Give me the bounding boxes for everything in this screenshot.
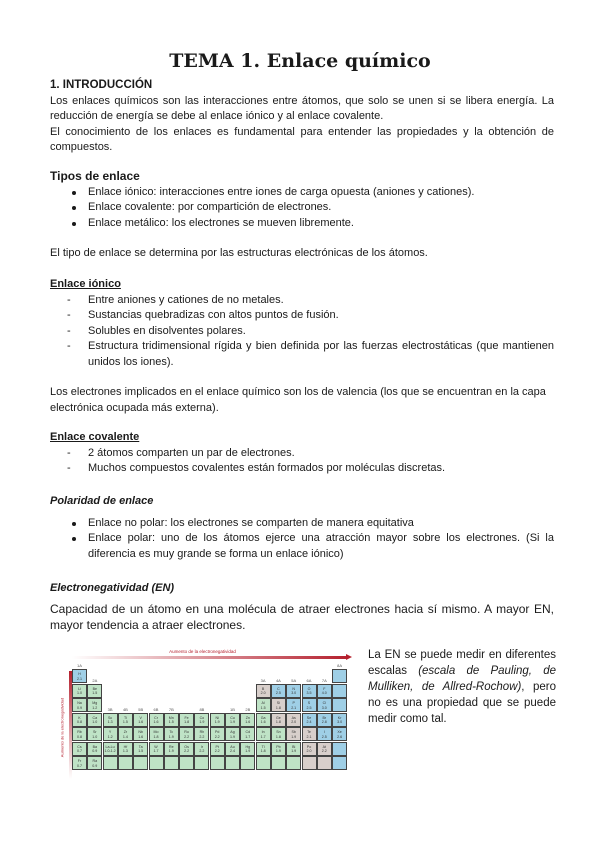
en-side-text-b: , pero no es una propiedad que se puede medir como tal. xyxy=(368,681,556,725)
element-cell-blank xyxy=(149,756,164,770)
element-en-value: 2.4 xyxy=(230,749,235,753)
element-cell-blank xyxy=(332,756,347,770)
element-en-value: 1.0 xyxy=(77,691,82,695)
element-symbol: Sb xyxy=(291,730,296,734)
element-cell xyxy=(332,713,347,727)
element-en-value: 1.5 xyxy=(260,705,266,710)
element-symbol: Kr xyxy=(337,715,342,720)
element-symbol: Tc xyxy=(169,730,174,734)
element-cell xyxy=(256,742,271,756)
element-en-value: 1.0-1.2 xyxy=(104,749,116,753)
element-cell xyxy=(72,742,87,756)
element-en-value: 0.9 xyxy=(77,705,82,710)
element-en-value: 2.2 xyxy=(184,749,190,753)
element-cell xyxy=(332,727,347,741)
element-symbol: Hg xyxy=(245,744,251,749)
element-cell xyxy=(194,713,209,727)
tipos-heading: Tipos de enlace xyxy=(50,169,140,183)
element-cell xyxy=(256,727,271,741)
element-cell-blank xyxy=(271,756,286,770)
element-symbol: Fe xyxy=(184,715,189,720)
element-symbol: Te xyxy=(307,730,311,734)
polaridad-section xyxy=(50,494,554,562)
element-symbol: Hf xyxy=(123,744,128,749)
group-label: 8A xyxy=(337,663,343,668)
group-label: 5B xyxy=(138,706,144,712)
element-symbol: At xyxy=(322,744,326,749)
element-symbol: K xyxy=(78,715,81,720)
element-symbol: In xyxy=(261,730,265,734)
list-item: - Solubles en disolventes polares. xyxy=(50,324,554,340)
element-en-value: 1.5 xyxy=(138,749,144,753)
element-cell-blank xyxy=(332,669,347,683)
group-label: 1B xyxy=(230,706,235,712)
element-en-value: 2.2 xyxy=(199,749,205,753)
element-symbol: H xyxy=(78,672,81,676)
element-cell xyxy=(225,742,240,756)
element-cell xyxy=(317,698,332,712)
element-symbol: Ba xyxy=(92,744,97,749)
element-cell xyxy=(256,713,271,727)
element-cell xyxy=(286,698,301,712)
element-en-value: 3.0 xyxy=(321,705,327,710)
en-heading: Electronegatividad (EN) xyxy=(50,582,175,594)
element-en-value: 1.8 xyxy=(184,720,190,724)
element-cell xyxy=(179,713,194,727)
element-en-value: 1.0 xyxy=(92,734,98,739)
element-cell xyxy=(256,684,271,698)
element-en-value: 1.9 xyxy=(230,734,235,739)
element-cell xyxy=(194,727,209,741)
element-en-value: 2.8 xyxy=(321,720,327,724)
group-label: 5A xyxy=(291,677,297,683)
group-label: 6B xyxy=(153,706,159,712)
en-side-note xyxy=(368,647,556,727)
element-en-value: 2.0 xyxy=(291,720,297,724)
element-cell-blank xyxy=(286,756,301,770)
group-label: 3A xyxy=(260,677,266,683)
element-en-value: 1.5 xyxy=(122,720,128,724)
element-cell xyxy=(317,742,332,756)
arrow-label-horizontal: Aumento de la electronegatividad xyxy=(169,649,236,654)
element-symbol: Pd xyxy=(214,730,220,734)
list-item: - Muchos compuestos covalentes están formados por moléculas discretas. xyxy=(50,461,554,477)
group-label: 7B xyxy=(168,706,174,712)
tipos-note: El tipo de enlace se determina por las estructuras electrónicas de los átomos. xyxy=(50,247,428,259)
element-en-value: 1.3 xyxy=(122,749,128,753)
element-symbol: Xe xyxy=(337,730,342,734)
element-symbol: I xyxy=(323,730,325,734)
element-symbol: Tl xyxy=(261,744,265,749)
element-cell-blank xyxy=(256,756,271,770)
element-en-value: 1.6 xyxy=(138,720,144,724)
element-cell-blank xyxy=(332,684,347,698)
element-cell xyxy=(87,742,102,756)
element-symbol: Bi xyxy=(292,744,296,749)
element-cell xyxy=(286,713,301,727)
ionico-note: Los electrones implicados en el enlace químico son los de valencia (los que se encuentran en la capa electrónica ocupada más externa). xyxy=(50,386,546,414)
element-symbol: Si xyxy=(276,701,280,705)
element-en-value: 2.2 xyxy=(214,734,220,739)
element-cell xyxy=(240,727,255,741)
element-cell xyxy=(240,713,255,727)
element-cell xyxy=(164,727,179,741)
element-en-value: 1.5 xyxy=(168,720,174,724)
element-cell xyxy=(256,698,271,712)
element-en-value: 3.0 xyxy=(337,720,343,724)
element-symbol: Fr xyxy=(77,759,82,763)
element-en-value: 1.5 xyxy=(92,691,98,695)
element-symbol: Al xyxy=(261,701,265,705)
element-cell xyxy=(87,713,102,727)
element-en-value: 3.5 xyxy=(306,691,312,695)
element-symbol: P xyxy=(292,701,295,705)
element-cell xyxy=(103,742,118,756)
element-en-value: 0.9 xyxy=(92,749,98,753)
element-symbol: As xyxy=(291,715,296,720)
element-en-value: 1.0 xyxy=(92,720,98,724)
tipos-section xyxy=(50,169,554,262)
element-symbol: Cr xyxy=(154,715,158,720)
element-en-value: 1.4 xyxy=(122,734,128,739)
element-symbol: Be xyxy=(92,686,97,691)
element-cell-blank xyxy=(164,756,179,770)
ionico-heading: Enlace iónico xyxy=(50,278,121,290)
element-en-value: 2.2 xyxy=(199,734,205,739)
element-cell xyxy=(179,727,194,741)
element-en-value: 1.9 xyxy=(291,734,297,739)
element-cell xyxy=(271,684,286,698)
tipos-list xyxy=(50,185,554,232)
list-item: Enlace no polar: los electrones se comparten de manera equitativa xyxy=(50,516,554,532)
element-cell xyxy=(194,742,209,756)
element-cell xyxy=(103,727,118,741)
element-en-value: 2.2 xyxy=(321,749,327,753)
element-en-value: 1.3 xyxy=(107,720,113,724)
element-symbol: Rh xyxy=(199,730,205,734)
group-label: 4A xyxy=(275,677,281,683)
intro-paragraph-1: Los enlaces químicos son las interacciones entre átomos, que solo se unen si se libera energía. La reducción de energía se debe al enlace iónico y al enlace covalente. xyxy=(50,94,554,122)
element-cell xyxy=(271,742,286,756)
element-cell xyxy=(210,713,225,727)
element-en-value: 1.9 xyxy=(230,720,235,724)
element-symbol: Ir xyxy=(200,744,203,749)
element-en-value: 1.9 xyxy=(214,720,220,724)
element-cell xyxy=(302,727,317,741)
element-cell-blank xyxy=(317,756,332,770)
element-symbol: W xyxy=(154,744,158,749)
element-cell-blank xyxy=(332,742,347,756)
element-en-value: 1.9 xyxy=(168,749,174,753)
element-symbol: Mn xyxy=(168,715,174,720)
element-cell xyxy=(72,713,87,727)
element-en-value: 1.9 xyxy=(291,749,297,753)
list-item: - Estructura tridimensional rígida y bien definida por las fuerzas electrostáticas (que mantienen unidos los iones). xyxy=(50,339,554,370)
element-cell xyxy=(133,713,148,727)
element-cell xyxy=(103,713,118,727)
element-symbol: Ra xyxy=(92,759,98,763)
element-symbol: Ru xyxy=(184,730,189,734)
element-cell-blank xyxy=(133,756,148,770)
element-cell xyxy=(240,742,255,756)
en-paragraph: Capacidad de un átomo en una molécula de atraer electrones hacia sí mismo. A mayor EN, mayor tendencia a atraer electrones. xyxy=(50,601,554,632)
element-symbol: Pb xyxy=(276,744,281,749)
element-en-value: 1.6 xyxy=(138,734,144,739)
group-label: 2A xyxy=(92,677,98,683)
element-cell xyxy=(179,742,194,756)
element-en-value: 4.0 xyxy=(321,691,327,695)
element-symbol: Cd xyxy=(245,730,251,734)
element-symbol: Br xyxy=(322,715,327,720)
element-symbol: Cl xyxy=(322,701,326,705)
element-cell xyxy=(149,713,164,727)
covalente-heading: Enlace covalente xyxy=(50,431,140,443)
element-cell-blank xyxy=(210,756,225,770)
element-cell xyxy=(164,742,179,756)
group-label: 4B xyxy=(122,706,128,712)
element-en-value: 1.8 xyxy=(275,734,281,739)
polaridad-heading: Polaridad de enlace xyxy=(50,495,154,507)
polaridad-list xyxy=(50,516,554,563)
element-en-value: 2.5 xyxy=(321,734,327,739)
element-symbol: Cu xyxy=(230,715,235,720)
element-symbol: Nb xyxy=(138,730,143,734)
element-symbol: C xyxy=(277,686,280,691)
element-symbol: Re xyxy=(168,744,174,749)
element-en-value: 2.1 xyxy=(77,676,82,681)
element-en-value: 0.7 xyxy=(77,763,82,768)
element-cell xyxy=(87,727,102,741)
element-symbol: Rb xyxy=(77,730,82,734)
element-symbol: Ga xyxy=(260,715,266,720)
element-cell-blank xyxy=(240,756,255,770)
element-en-value: 2.4 xyxy=(306,720,312,724)
element-cell xyxy=(72,684,87,698)
covalente-section xyxy=(50,430,554,477)
element-en-value: 1.8 xyxy=(275,705,281,710)
element-cell-blank xyxy=(225,756,240,770)
element-en-value: 1.9 xyxy=(245,749,251,753)
element-cell-blank xyxy=(103,756,118,770)
element-symbol: Po xyxy=(306,744,312,749)
element-cell xyxy=(133,742,148,756)
arrow-head-icon xyxy=(346,654,352,660)
list-item: - 2 átomos comparten un par de electrones. xyxy=(50,446,554,462)
element-cell-blank xyxy=(194,756,209,770)
element-cell xyxy=(149,727,164,741)
element-cell xyxy=(164,713,179,727)
element-cell-blank xyxy=(332,698,347,712)
element-symbol: O xyxy=(307,686,311,691)
element-cell-blank xyxy=(118,756,133,770)
group-label: 7A xyxy=(321,677,327,683)
ionico-list xyxy=(50,293,554,371)
group-label: 1A xyxy=(77,663,82,668)
page-title: TEMA 1. Enlace químico xyxy=(169,50,431,72)
element-cell xyxy=(302,713,317,727)
horizontal-arrow xyxy=(72,656,348,659)
element-symbol: Cs xyxy=(77,744,82,749)
element-symbol: N xyxy=(292,686,295,691)
element-en-value: 1.7 xyxy=(260,734,266,739)
element-cell xyxy=(286,727,301,741)
element-symbol: Sc xyxy=(107,715,113,720)
element-en-value: 2.1 xyxy=(306,734,312,739)
en-section xyxy=(50,581,554,633)
element-symbol: Ni xyxy=(215,715,219,720)
element-cell-blank xyxy=(179,756,194,770)
element-cell xyxy=(286,684,301,698)
element-en-value: 1.9 xyxy=(168,734,174,739)
element-en-value: 1.6 xyxy=(245,720,251,724)
element-cell xyxy=(118,727,133,741)
element-en-value: 1.2 xyxy=(92,705,98,710)
element-en-value: 2.2 xyxy=(214,749,220,753)
element-symbol: Na xyxy=(77,701,82,705)
en-side-text-a: La EN se puede medir en diferentes escalas xyxy=(368,649,556,677)
element-cell-blank xyxy=(302,756,317,770)
element-cell xyxy=(149,742,164,756)
element-cell xyxy=(72,669,87,683)
list-item: Enlace metálico: los electrones se mueven libremente. xyxy=(50,216,554,232)
element-en-value: 2.1 xyxy=(291,705,297,710)
element-symbol: Se xyxy=(306,715,312,720)
element-symbol: Y xyxy=(108,730,112,734)
element-symbol: Li xyxy=(78,686,81,691)
element-symbol: B xyxy=(261,686,265,691)
element-cell xyxy=(317,684,332,698)
element-en-value: 0.8 xyxy=(77,734,82,739)
element-cell xyxy=(72,756,87,770)
intro-section xyxy=(50,78,554,156)
element-symbol: Zr xyxy=(123,730,128,734)
element-symbol: Zn xyxy=(245,715,250,720)
element-cell xyxy=(87,684,102,698)
intro-paragraph-2: El conocimiento de los enlaces es fundamental para entender las propiedades y la obtención de compuestos. xyxy=(50,125,554,153)
element-cell xyxy=(317,713,332,727)
element-en-value: 2.2 xyxy=(184,734,190,739)
element-symbol: Co xyxy=(199,715,205,720)
ionico-section xyxy=(50,277,554,416)
element-en-value: 0.8 xyxy=(77,720,82,724)
element-cell xyxy=(72,698,87,712)
element-en-value: 1.6 xyxy=(260,720,266,724)
group-label: 3B xyxy=(107,706,113,712)
element-en-value: 2.0 xyxy=(260,691,266,695)
element-cell xyxy=(87,698,102,712)
group-label: 2B xyxy=(245,706,251,712)
element-symbol: S xyxy=(307,701,311,705)
element-en-value: 2.0 xyxy=(306,749,312,753)
element-cell xyxy=(302,742,317,756)
list-item: - Sustancias quebradizas con altos puntos de fusión. xyxy=(50,308,554,324)
list-item: - Entre aniones y cationes de no metales. xyxy=(50,293,554,309)
element-cell xyxy=(317,727,332,741)
element-symbol: Pt xyxy=(215,744,219,749)
element-symbol: F xyxy=(323,686,326,691)
element-en-value: 0.9 xyxy=(92,763,98,768)
element-symbol: Sr xyxy=(93,730,97,734)
element-cell xyxy=(118,713,133,727)
element-en-value: 1.9 xyxy=(275,749,281,753)
element-en-value: 1.8 xyxy=(260,749,266,753)
element-en-value: 1.8 xyxy=(153,734,159,739)
element-cell xyxy=(118,742,133,756)
element-en-value: 2.5 xyxy=(275,691,281,695)
element-symbol: Ca xyxy=(92,715,98,720)
element-en-value: 1.9 xyxy=(199,720,205,724)
electronegativity-periodic-table xyxy=(50,645,355,779)
element-symbol: La-Lu xyxy=(105,744,115,749)
intro-heading: 1. INTRODUCCIÓN xyxy=(50,79,153,91)
en-side-scales: (escala de Pauling, de Mulliken, de Allred-Rochow) xyxy=(368,665,556,693)
element-cell xyxy=(72,727,87,741)
element-cell xyxy=(302,684,317,698)
element-en-value: 1.7 xyxy=(245,734,251,739)
element-cell xyxy=(225,713,240,727)
element-en-value: 0.7 xyxy=(77,749,82,753)
element-cell xyxy=(271,727,286,741)
element-symbol: Mg xyxy=(92,701,98,705)
element-symbol: Ag xyxy=(230,730,235,734)
element-en-value: 3.0 xyxy=(291,691,297,695)
list-item: Enlace iónico: interacciones entre iones de carga opuesta (aniones y cationes). xyxy=(50,185,554,201)
element-cell xyxy=(302,698,317,712)
element-cell xyxy=(210,727,225,741)
arrow-label-vertical: Aumento de la electronegatividad xyxy=(59,697,65,758)
element-cell xyxy=(225,727,240,741)
element-en-value: 2.5 xyxy=(306,705,312,710)
list-item: Enlace covalente: por compartición de electrones. xyxy=(50,200,554,216)
list-item: Enlace polar: uno de los átomos ejerce una atracción mayor sobre los electrones. (Si la diferencia es muy grande se forma un enlace iónico) xyxy=(50,531,554,562)
element-symbol: Sn xyxy=(276,730,281,734)
element-symbol: Ge xyxy=(275,715,281,720)
element-en-value: 1.2 xyxy=(107,734,113,739)
element-symbol: Mo xyxy=(153,730,159,734)
element-symbol: Au xyxy=(230,744,235,749)
element-cell xyxy=(271,698,286,712)
element-en-value: 2.6 xyxy=(337,734,343,739)
element-cell xyxy=(271,713,286,727)
element-en-value: 1.8 xyxy=(275,720,281,724)
element-cell xyxy=(286,742,301,756)
element-en-value: 1.6 xyxy=(153,720,159,724)
group-label: 6A xyxy=(306,677,312,683)
element-cell xyxy=(87,756,102,770)
element-symbol: Os xyxy=(184,744,189,749)
group-label: 8B xyxy=(199,706,205,712)
element-symbol: Ta xyxy=(138,744,143,749)
covalente-list xyxy=(50,446,554,477)
element-cell xyxy=(133,727,148,741)
element-symbol: V xyxy=(139,715,142,720)
element-cell xyxy=(210,742,225,756)
element-en-value: 1.7 xyxy=(153,749,159,753)
element-symbol: Ti xyxy=(123,715,127,720)
